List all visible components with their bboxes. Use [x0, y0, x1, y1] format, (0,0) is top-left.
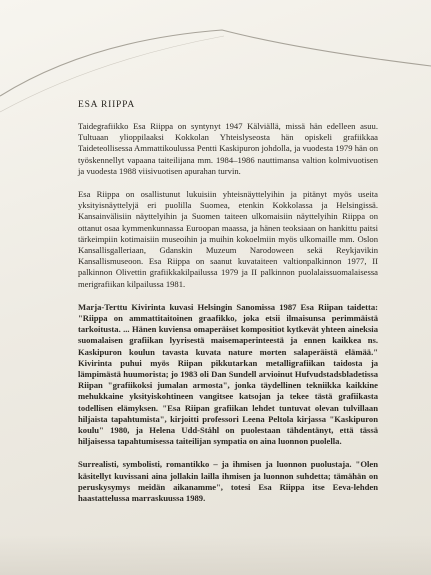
- quote-paragraph: Surrealisti, symbolisti, romantikko – ja ihmisen ja luonnon puolustaja. "Olen käsitellyt kuvissani aina jollakin lailla ihmisen ja luonnon suhdetta; tämähän on peruskysymys meidän aikanamme", totesi Esa Riippa itse Eeva-lehden haastattelussa marraskuussa 1989.: [78, 459, 378, 504]
- exhibitions-paragraph: Esa Riippa on osallistunut lukuisiin yhteisnäyttelyihin ja pitänyt myös useita yksityisnäyttelyjä eri puolilla Suomea, etenkin Kokkolassa ja Helsingissä. Kansainvälisiin näyttelyihin ja Suomen taiteen ulkomaisiin näyttelyihin Riippa on ottanut osaa kymmenkunnassa Euroopan maassa, ja hänen teoksiaan on hankittu paitsi tärkeimpiin kotimaisiin museoihin ja muihin kokoelmiin myös ulkomaille mm. Oslon Kansallisgalleriaan, Gdanskin Muzeum Narodoween sekä Reykjavikin Kansallismuseoon. Esa Riippa on saanut kuvataiteen valtionpalkinnon 1977, II palkinnon Olivettin grafiikkakilpailussa 1979 ja II palkinnon puolalaissuomalaisessa merigrafiikan kilpailussa 1981.: [78, 189, 378, 289]
- critics-paragraph: Marja-Terttu Kivirinta kuvasi Helsingin Sanomissa 1987 Esa Riipan taidetta: "Riippa on ammattitaitoinen graafikko, joka etsii ilmaisunsa perimmäistä tarkoitusta. ... Hänen kuviensa omaperäiset kompositiot kytkevät yhteen aineksia suomalaisen grafiikan lyyrisestä maisemaperinteestä ja ennen kaikkea ns. Kaskipuron koulun tavasta kuvata nature morten salaperäistä elämää." Kivirinta puhui myös Riipan pikkutarkan metalligrafiikan taidosta ja lämpimästä huumorista; jo 1983 oli Dan Sundell arvioinut Hufvudstadsbladetissa Riipan "grafiikoksi jumalan armosta", jonka täydellinen tekniikka kaikkine mehukkaine yksityiskohtineen vangitsee katsojan ja tekee tästä grafiikasta todellisen elämyksen. "Esa Riipan grafiikan lehdet tuntuvat olevan tulvillaan hiljaista tapahtumista", kirjoitti professori Leena Peltola kirjassa "Kaskipuron koulu" 1980, ja Helena Udd-Ståhl on puolestaan tähdentänyt, että tässä hiljaisessa tapahtumisessa taiteilijan sympatia on aina luonnon puolella.: [78, 301, 378, 447]
- biography-paragraph: Taidegrafiikko Esa Riippa on syntynyt 1947 Kälviällä, missä hän edelleen asuu. Tultuaan ylioppilaaksi Kokkolan Yhteislyseosta hän opiskeli grafiikkaa Taideteollisessa Ammattikoulussa Pentti Kaskipuron johdolla, ja vuodesta 1979 hän on työskennellyt vapaana taiteilijana mm. 1984–1986 nauttimansa valtion kolmivuotisen ja vuodesta 1988 viisivuotisen apurahan turvin.: [78, 121, 378, 176]
- page-shadow: [0, 535, 431, 575]
- document-page: [78, 100, 378, 516]
- document-heading: ESA RIIPPA: [78, 100, 136, 110]
